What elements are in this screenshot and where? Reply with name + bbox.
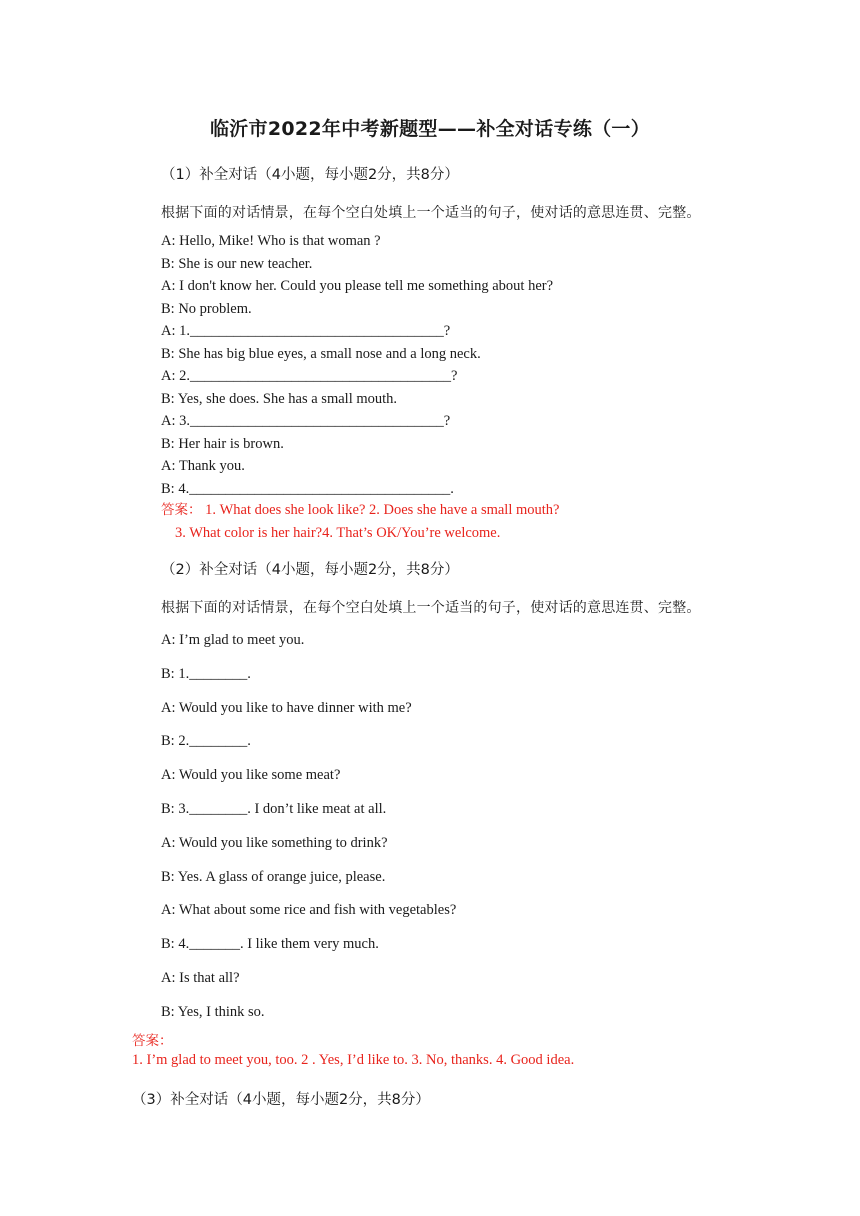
- section2-instruction: 根据下面的对话情景，在每个空白处填上一个适当的句子，使对话的意思连贯、完整。: [161, 600, 701, 616]
- dialogue-line: B: 4._______. I like them very much.: [161, 936, 379, 953]
- dialogue-line: B: She has big blue eyes, a small nose and a long neck.: [161, 345, 481, 362]
- section1-instruction: 根据下面的对话情景，在每个空白处填上一个适当的句子，使对话的意思连贯、完整。: [161, 205, 701, 221]
- dialogue-line: B: 1.________.: [161, 665, 251, 682]
- dialogue-line: A: I’m glad to meet you.: [161, 632, 305, 648]
- dialogue-line: A: Is that all?: [161, 969, 240, 986]
- section3-heading: （3）补全对话（4小题，每小题2分，共8分）: [132, 1092, 430, 1108]
- answer-label: 答案：: [161, 502, 202, 518]
- dialogue-line: A: What about some rice and fish with vegetables?: [161, 902, 457, 919]
- dialogue-line: B: She is our new teacher.: [161, 255, 313, 272]
- dialogue-line: B: Yes. A glass of orange juice, please.: [161, 868, 386, 885]
- section2-answer-label: 答案：: [132, 1033, 173, 1049]
- dialogue-line: A: I don't know her. Could you please tell me something about her?: [161, 278, 554, 294]
- dialogue-line: B: 3.________. I don’t like meat at all.: [161, 800, 387, 817]
- answer-text: 3. What color is her hair?4. That’s OK/You’re welcome.: [175, 525, 501, 541]
- dialogue-line: A: 1.___________________________________?: [161, 323, 451, 339]
- section1-dialogue: [161, 230, 553, 500]
- dialogue-line: A: Would you like something to drink?: [161, 834, 388, 851]
- dialogue-line: A: Hello, Mike! Who is that woman ?: [161, 233, 381, 249]
- dialogue-line: A: 2.____________________________________?: [161, 368, 458, 384]
- section2-answer: 1. I’m glad to meet you, too. 2 . Yes, I’d like to. 3. No, thanks. 4. Good idea.: [132, 1052, 575, 1068]
- page-title: 临沂市2022年中考新题型——补全对话专练（一）: [209, 118, 651, 140]
- section2-heading: （2）补全对话（4小题，每小题2分，共8分）: [161, 562, 459, 578]
- section1-heading: （1）补全对话（4小题，每小题2分，共8分）: [161, 167, 459, 183]
- dialogue-line: A: Would you like some meat?: [161, 767, 341, 784]
- dialogue-line: B: Yes, I think so.: [161, 1003, 265, 1020]
- answer-text: 1. What does she look like? 2. Does she have a small mouth?: [201, 502, 560, 518]
- dialogue-line: B: No problem.: [161, 300, 252, 317]
- section1-answer: [161, 499, 559, 545]
- dialogue-line: A: Thank you.: [161, 458, 245, 474]
- dialogue-line: A: 3.___________________________________?: [161, 413, 451, 429]
- dialogue-line: B: Yes, she does. She has a small mouth.: [161, 390, 398, 407]
- dialogue-line: B: Her hair is brown.: [161, 435, 284, 452]
- dialogue-line: B: 4.____________________________________.: [161, 480, 454, 497]
- dialogue-line: A: Would you like to have dinner with me?: [161, 699, 412, 716]
- dialogue-line: B: 2.________.: [161, 733, 251, 750]
- section2-dialogue: [161, 627, 456, 1033]
